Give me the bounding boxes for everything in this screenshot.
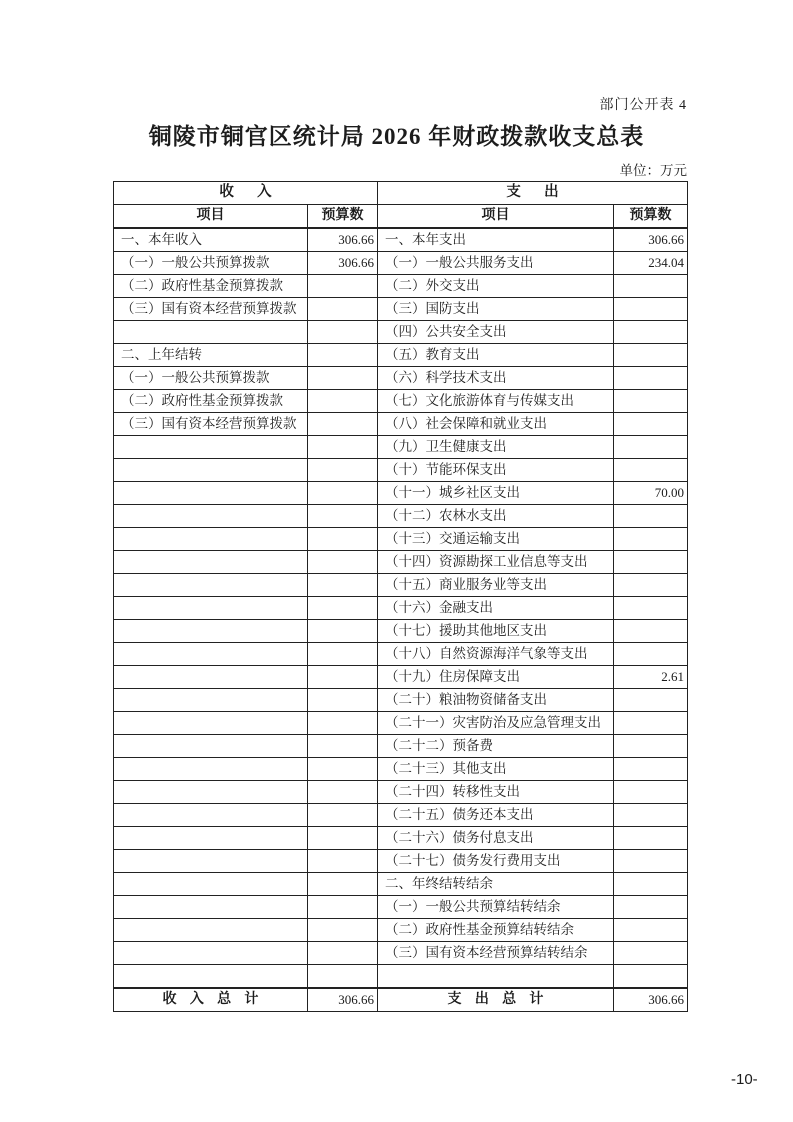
expense-total-value: 306.66 [614, 988, 688, 1012]
table-row [114, 321, 688, 344]
expense-value-cell [614, 873, 688, 896]
income-value-cell [308, 505, 378, 528]
expense-item-cell: （二）外交支出 [378, 275, 614, 298]
table-row [114, 505, 688, 528]
table-row [114, 482, 688, 505]
expense-value-cell [614, 413, 688, 436]
expense-item-cell: （十二）农林水支出 [378, 505, 614, 528]
expense-item-cell: （七）文化旅游体育与传媒支出 [378, 390, 614, 413]
expense-item-cell: 一、本年支出 [378, 228, 614, 252]
income-value-cell [308, 344, 378, 367]
income-budget-column-header: 预算数 [308, 205, 378, 229]
expense-value-cell: 234.04 [614, 252, 688, 275]
table-row [114, 228, 688, 252]
expense-value-cell [614, 551, 688, 574]
table-row [114, 275, 688, 298]
expense-value-cell [614, 712, 688, 735]
expense-item-cell [378, 965, 614, 989]
table-row [114, 666, 688, 689]
income-item-cell [114, 873, 308, 896]
expense-value-cell [614, 275, 688, 298]
table-row [114, 459, 688, 482]
income-item-cell [114, 896, 308, 919]
expense-value-cell: 306.66 [614, 228, 688, 252]
table-row [114, 827, 688, 850]
expense-value-cell [614, 827, 688, 850]
income-value-cell [308, 804, 378, 827]
income-total-label: 收 入 总 计 [114, 988, 308, 1012]
table-row [114, 252, 688, 275]
expense-section-header: 支 出 [378, 182, 688, 205]
income-item-cell [114, 919, 308, 942]
expense-item-cell: （十一）城乡社区支出 [378, 482, 614, 505]
table-row [114, 896, 688, 919]
table-row [114, 597, 688, 620]
expense-item-cell: （十八）自然资源海洋气象等支出 [378, 643, 614, 666]
expense-value-cell [614, 390, 688, 413]
income-value-cell [308, 436, 378, 459]
income-item-cell: 二、上年结转 [114, 344, 308, 367]
table-row [114, 390, 688, 413]
income-value-cell [308, 551, 378, 574]
income-value-cell [308, 275, 378, 298]
income-item-cell [114, 528, 308, 551]
income-item-cell: 一、本年收入 [114, 228, 308, 252]
expense-item-cell: （二十七）债务发行费用支出 [378, 850, 614, 873]
expense-item-cell: （六）科学技术支出 [378, 367, 614, 390]
expense-value-cell [614, 643, 688, 666]
income-value-cell [308, 896, 378, 919]
expense-item-cell: （一）一般公共服务支出 [378, 252, 614, 275]
expense-item-cell: （十三）交通运输支出 [378, 528, 614, 551]
expense-item-cell: （十九）住房保障支出 [378, 666, 614, 689]
table-row [114, 965, 688, 989]
income-value-cell [308, 528, 378, 551]
expense-value-cell [614, 574, 688, 597]
table-row [114, 735, 688, 758]
income-item-cell [114, 804, 308, 827]
income-value-cell [308, 735, 378, 758]
doc-sheet-label: 部门公开表 4 [599, 98, 687, 113]
expense-value-cell [614, 758, 688, 781]
income-value-cell [308, 643, 378, 666]
table-row [114, 689, 688, 712]
income-item-column-header: 项目 [114, 205, 308, 229]
expense-value-cell [614, 505, 688, 528]
income-item-cell [114, 459, 308, 482]
income-value-cell [308, 597, 378, 620]
expense-item-cell: （一）一般公共预算结转结余 [378, 896, 614, 919]
income-item-cell [114, 689, 308, 712]
expense-item-cell: （十五）商业服务业等支出 [378, 574, 614, 597]
expense-item-cell: （四）公共安全支出 [378, 321, 614, 344]
income-value-cell [308, 413, 378, 436]
expense-value-cell [614, 781, 688, 804]
income-item-cell [114, 436, 308, 459]
expense-value-cell: 2.61 [614, 666, 688, 689]
table-row [114, 643, 688, 666]
income-value-cell: 306.66 [308, 252, 378, 275]
expense-item-cell: （八）社会保障和就业支出 [378, 413, 614, 436]
income-item-cell: （一）一般公共预算拨款 [114, 252, 308, 275]
expense-item-cell: （三）国防支出 [378, 298, 614, 321]
table-row [114, 574, 688, 597]
expense-item-cell: （十）节能环保支出 [378, 459, 614, 482]
income-value-cell [308, 390, 378, 413]
expense-value-cell [614, 735, 688, 758]
table-row [114, 551, 688, 574]
expense-item-cell: （二十二）预备费 [378, 735, 614, 758]
income-value-cell [308, 712, 378, 735]
income-value-cell [308, 666, 378, 689]
income-item-cell: （三）国有资本经营预算拨款 [114, 413, 308, 436]
income-item-cell [114, 735, 308, 758]
table-body [114, 228, 688, 988]
expense-value-cell: 70.00 [614, 482, 688, 505]
income-value-cell [308, 298, 378, 321]
table-row [114, 850, 688, 873]
expense-item-cell: （五）教育支出 [378, 344, 614, 367]
total-row [114, 988, 688, 1012]
page-title: 铜陵市铜官区统计局 2026 年财政拨款收支总表 [148, 124, 645, 149]
table-row [114, 942, 688, 965]
expense-value-cell [614, 896, 688, 919]
income-item-cell [114, 643, 308, 666]
expense-value-cell [614, 344, 688, 367]
income-value-cell [308, 367, 378, 390]
table-row [114, 298, 688, 321]
income-item-cell: （一）一般公共预算拨款 [114, 367, 308, 390]
budget-table [113, 181, 688, 1012]
income-item-cell: （三）国有资本经营预算拨款 [114, 298, 308, 321]
expense-value-cell [614, 620, 688, 643]
column-header-row [114, 205, 688, 229]
income-item-cell [114, 781, 308, 804]
expense-item-column-header: 项目 [378, 205, 614, 229]
expense-item-cell: （三）国有资本经营预算结转结余 [378, 942, 614, 965]
income-item-cell [114, 965, 308, 989]
expense-value-cell [614, 804, 688, 827]
income-value-cell: 306.66 [308, 228, 378, 252]
table-row [114, 528, 688, 551]
section-header-row [114, 182, 688, 205]
expense-item-cell: （二十一）灾害防治及应急管理支出 [378, 712, 614, 735]
income-value-cell [308, 482, 378, 505]
income-value-cell [308, 873, 378, 896]
income-section-header: 收 入 [114, 182, 378, 205]
expense-item-cell: （二十六）债务付息支出 [378, 827, 614, 850]
expense-item-cell: （十七）援助其他地区支出 [378, 620, 614, 643]
expense-value-cell [614, 367, 688, 390]
income-value-cell [308, 321, 378, 344]
income-item-cell [114, 758, 308, 781]
expense-item-cell: 二、年终结转结余 [378, 873, 614, 896]
income-value-cell [308, 781, 378, 804]
income-value-cell [308, 942, 378, 965]
expense-value-cell [614, 436, 688, 459]
expense-item-cell: （二十五）债务还本支出 [378, 804, 614, 827]
income-item-cell: （二）政府性基金预算拨款 [114, 275, 308, 298]
table-row [114, 919, 688, 942]
income-value-cell [308, 919, 378, 942]
expense-item-cell: （九）卫生健康支出 [378, 436, 614, 459]
income-value-cell [308, 620, 378, 643]
expense-value-cell [614, 850, 688, 873]
table-row [114, 804, 688, 827]
income-total-value: 306.66 [308, 988, 378, 1012]
income-item-cell [114, 321, 308, 344]
expense-value-cell [614, 528, 688, 551]
expense-value-cell [614, 321, 688, 344]
expense-value-cell [614, 965, 688, 989]
table-row [114, 413, 688, 436]
expense-value-cell [614, 942, 688, 965]
table-row [114, 436, 688, 459]
expense-item-cell: （二）政府性基金预算结转结余 [378, 919, 614, 942]
income-item-cell [114, 712, 308, 735]
expense-item-cell: （二十）粮油物资储备支出 [378, 689, 614, 712]
income-value-cell [308, 965, 378, 989]
income-value-cell [308, 827, 378, 850]
income-item-cell [114, 850, 308, 873]
expense-item-cell: （十六）金融支出 [378, 597, 614, 620]
income-item-cell [114, 620, 308, 643]
expense-total-label: 支 出 总 计 [378, 988, 614, 1012]
expense-item-cell: （二十三）其他支出 [378, 758, 614, 781]
expense-item-cell: （十四）资源勘探工业信息等支出 [378, 551, 614, 574]
income-item-cell [114, 574, 308, 597]
table-row [114, 712, 688, 735]
income-value-cell [308, 574, 378, 597]
income-item-cell [114, 482, 308, 505]
income-item-cell [114, 666, 308, 689]
expense-value-cell [614, 597, 688, 620]
income-value-cell [308, 689, 378, 712]
table-row [114, 367, 688, 390]
income-item-cell [114, 942, 308, 965]
income-item-cell: （二）政府性基金预算拨款 [114, 390, 308, 413]
income-item-cell [114, 551, 308, 574]
table-row [114, 620, 688, 643]
income-value-cell [308, 850, 378, 873]
expense-item-cell: （二十四）转移性支出 [378, 781, 614, 804]
income-value-cell [308, 459, 378, 482]
expense-value-cell [614, 298, 688, 321]
expense-budget-column-header: 预算数 [614, 205, 688, 229]
income-item-cell [114, 597, 308, 620]
income-value-cell [308, 758, 378, 781]
expense-value-cell [614, 689, 688, 712]
table-row [114, 758, 688, 781]
table-row [114, 781, 688, 804]
table-row [114, 344, 688, 367]
expense-value-cell [614, 459, 688, 482]
page-number: -10- [731, 1071, 758, 1088]
unit-label: 单位：万元 [619, 163, 687, 178]
income-item-cell [114, 505, 308, 528]
income-item-cell [114, 827, 308, 850]
expense-value-cell [614, 919, 688, 942]
table-row [114, 873, 688, 896]
